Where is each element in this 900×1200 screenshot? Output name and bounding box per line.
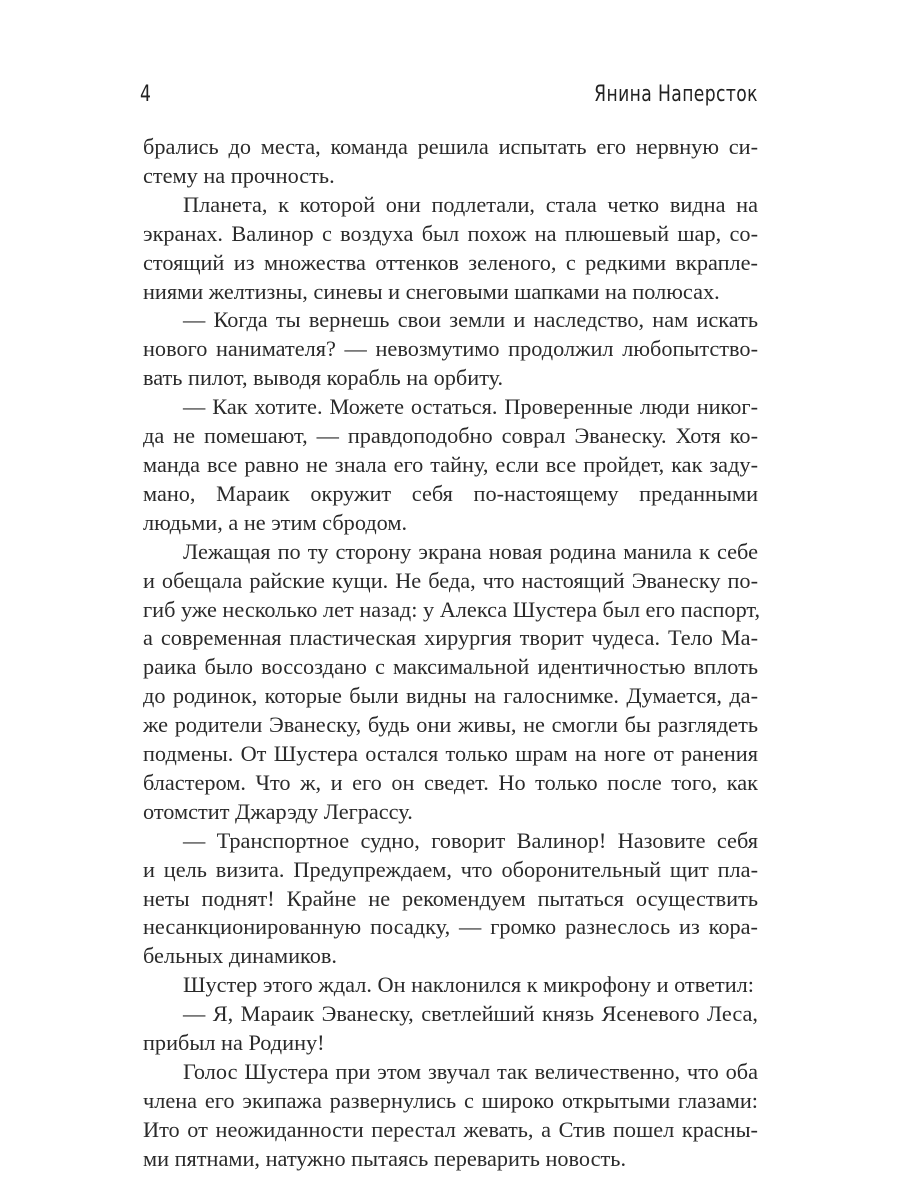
text-line: Шустер этого ждал. Он наклонился к микрофону и ответил: (183, 972, 754, 998)
text-line: да не помешают, — правдоподобно соврал Эванеску. Хотя ко- (143, 423, 758, 449)
text-line: же родители Эванеску, будь они живы, не смогли бы разглядеть (143, 712, 758, 738)
text-line: бельных динамиков. (143, 943, 337, 969)
text-line: и цель визита. Предупреждаем, что оборонительный щит пла- (143, 856, 758, 882)
paragraph (143, 971, 758, 1000)
text-line: раика было воссоздано с максимальной идентичностью вплоть (143, 654, 758, 680)
text-line: — Транспортное судно, говорит Валинор! Назовите себя (183, 827, 758, 853)
paragraph (143, 191, 758, 307)
text-line: Голос Шустера при этом звучал так величественно, что оба (183, 1059, 758, 1084)
text-line: члена его экипажа развернулись с широко открытыми глазами: (143, 1087, 758, 1113)
text-line: ниями желтизны, синевы и снеговыми шапками на полюсах. (143, 278, 720, 304)
text-line: брались до места, команда решила испытать его нервную си- (143, 134, 758, 159)
text-line: ми пятнами, натужно пытаясь переварить новость. (143, 1145, 627, 1171)
text-line: манда все равно не знала его тайну, если все пройдет, как заду- (143, 451, 758, 477)
text-line: экранах. Валинор с воздуха был похож на плюшевый шар, со- (143, 220, 758, 246)
text-line: нового нанимателя? — невозмутимо продолжил любопытство- (143, 336, 758, 362)
running-head-author: Янина Наперсток (594, 82, 758, 107)
paragraph (143, 306, 758, 393)
text-line: вать пилот, выводя корабль на орбиту. (143, 365, 504, 391)
page-number: 4 (140, 82, 151, 107)
text-line: гиб уже несколько лет назад: у Алекса Шустера был его паспорт, (143, 596, 761, 622)
paragraph (143, 393, 758, 538)
text-line: стоящий из множества оттенков зеленого, с редкими вкрапле- (143, 249, 758, 275)
paragraph (143, 538, 761, 827)
text-line: мано, Мараик окружит себя по-настоящему преданными (143, 480, 758, 506)
text-line: Планета, к которой они подлетали, стала четко видна на (183, 191, 758, 217)
text-line: отомстит Джарэду Леграссу. (143, 798, 413, 824)
paragraph (143, 1058, 758, 1174)
text-line: — Я, Мараик Эванеску, светлейший князь Ясеневого Леса, (183, 1001, 758, 1027)
text-line: подмены. От Шустера остался только шрам на ноге от ранения (143, 741, 758, 767)
text-line: людьми, а не этим сбродом. (143, 509, 408, 535)
text-line: стему на прочность. (143, 162, 335, 188)
body-text (143, 133, 761, 1174)
text-line: несанкционированную посадку, — громко разнеслось из кора- (143, 914, 758, 940)
text-line: — Когда ты вернешь свои земли и наследство, нам искать (183, 307, 758, 333)
text-line: Лежащая по ту сторону экрана новая родина манила к себе (183, 538, 758, 564)
text-line: Ито от неожиданности перестал жевать, а Стив пошел красны- (143, 1116, 758, 1142)
text-line: — Как хотите. Можете остаться. Проверенные люди никог- (183, 394, 758, 420)
text-line: бластером. Что ж, и его он сведет. Но только после того, как (143, 769, 758, 795)
text-line: до родинок, которые были видны на галоснимке. Думается, да- (143, 683, 758, 709)
text-line: прибыл на Родину! (143, 1030, 325, 1056)
paragraph (143, 827, 758, 972)
paragraph (143, 133, 758, 191)
paragraph (143, 1000, 758, 1058)
text-line: и обещала райские кущи. Не беда, что настоящий Эванеску по- (143, 567, 758, 593)
text-line: а современная пластическая хирургия творит чудеса. Тело Ма- (143, 625, 758, 651)
text-line: неты поднят! Крайне не рекомендуем пытаться осуществить (143, 885, 758, 911)
